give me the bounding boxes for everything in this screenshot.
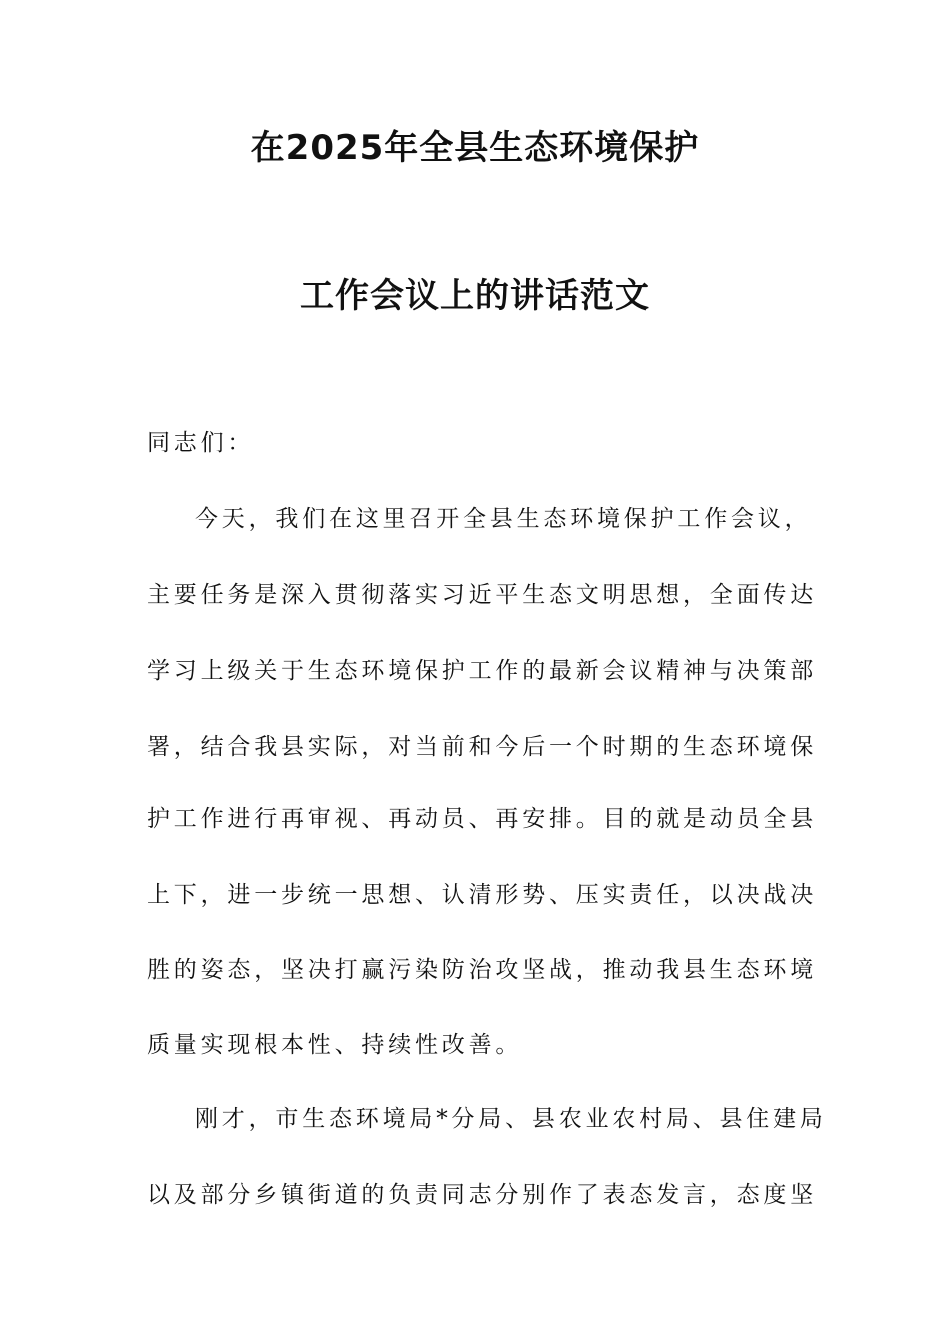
paragraph-1-line-3: 学习上级关于生态环境保护工作的最新会议精神与决策部: [147, 658, 817, 684]
paragraph-1-line-6: 上下，进一步统一思想、认清形势、压实责任，以决战决: [147, 882, 817, 908]
paragraph-1-line-4: 署，结合我县实际，对当前和今后一个时期的生态环境保: [147, 734, 817, 760]
paragraph-1-line-1: 今天，我们在这里召开全县生态环境保护工作会议，: [195, 506, 812, 532]
paragraph-1-line-8: 质量实现根本性、持续性改善。: [147, 1032, 523, 1058]
document-title-line-2: 工作会议上的讲话范文: [300, 276, 650, 316]
salutation: 同志们：: [147, 430, 255, 456]
document-title-line-1: 在2025年全县生态环境保护: [250, 128, 700, 168]
paragraph-2-line-2: 以及部分乡镇街道的负责同志分别作了表态发言，态度坚: [147, 1182, 817, 1208]
paragraph-2-line-1: 刚才，市生态环境局*分局、县农业农村局、县住建局: [195, 1106, 827, 1132]
paragraph-1-line-7: 胜的姿态，坚决打赢污染防治攻坚战，推动我县生态环境: [147, 957, 817, 983]
paragraph-1-line-5: 护工作进行再审视、再动员、再安排。目的就是动员全县: [147, 806, 817, 832]
paragraph-1-line-2: 主要任务是深入贯彻落实习近平生态文明思想，全面传达: [147, 582, 817, 608]
